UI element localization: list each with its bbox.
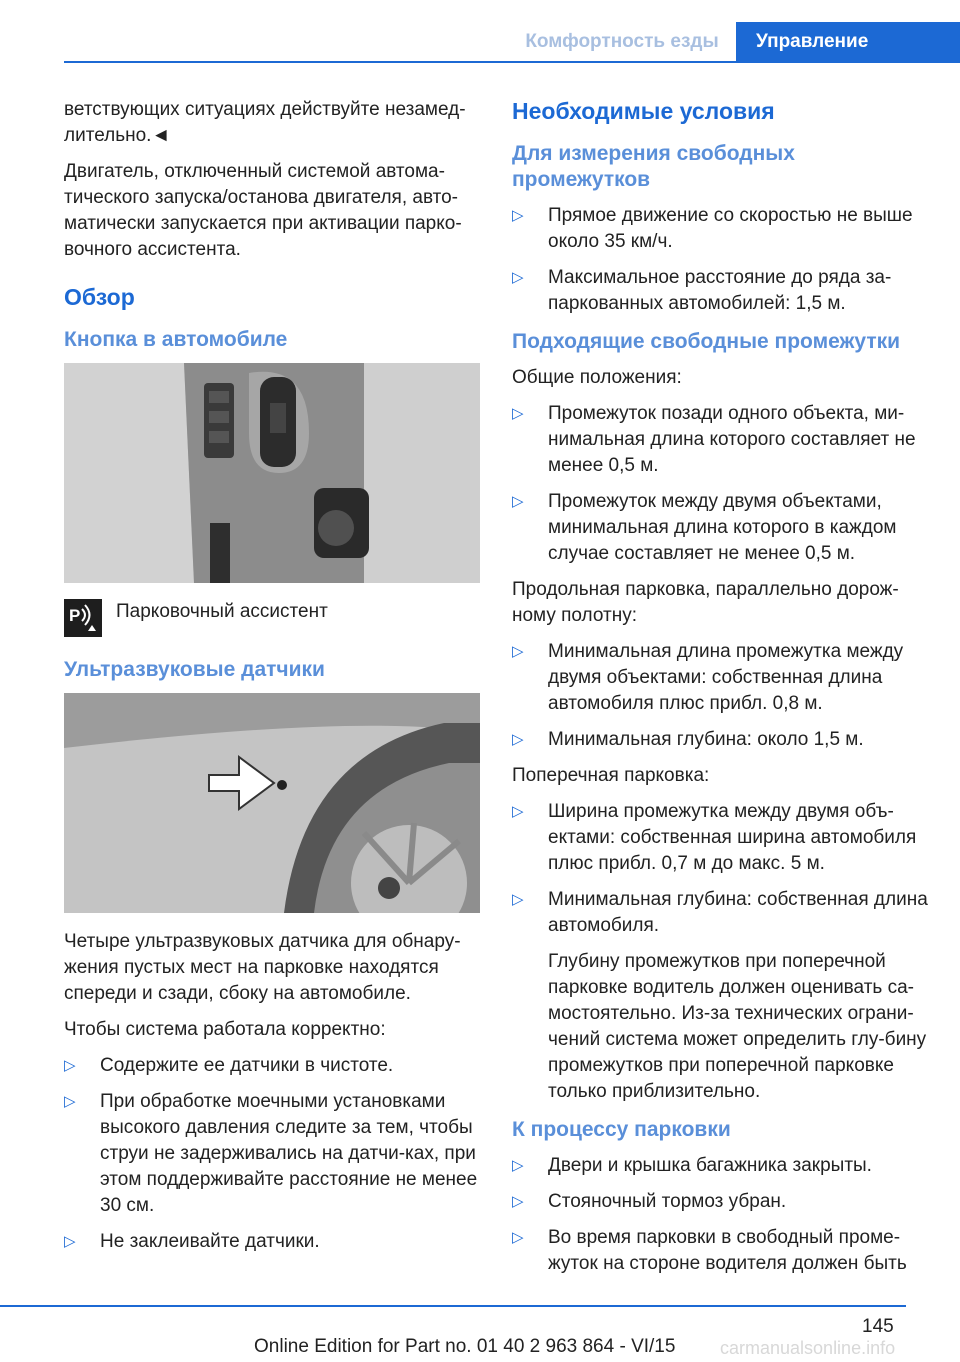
bullet-icon: ▷ (512, 1229, 524, 1246)
list-item: ▷ Минимальная глубина: собственная длина автомобиля. (512, 889, 928, 936)
list-item: ▷ Во время парковки в свободный проме-жуток на стороне водителя должен быть (512, 1227, 907, 1274)
bullet-icon: ▷ (512, 891, 524, 908)
list-item: ▷ Двери и крышка багажника закрыты. (512, 1153, 932, 1179)
bullet-icon: ▷ (512, 207, 524, 224)
heading-overview: Обзор (64, 284, 135, 310)
paragraph-correct-operation: Чтобы система работала корректно: (64, 1019, 386, 1040)
bullet-icon: ▷ (64, 1057, 76, 1074)
list-item: ▷ Содержите ее датчики в чистоте. (64, 1053, 480, 1079)
heading-button-in-car: Кнопка в автомобиле (64, 328, 288, 351)
footer-edition: Online Edition for Part no. 01 40 2 963 864 - VI/15 (254, 1336, 676, 1357)
page-header (0, 0, 960, 62)
paragraph-parallel-parking: Продольная парковка, параллельно дорож-ному полотну: (512, 579, 899, 626)
paragraph-general: Общие положения: (512, 367, 682, 388)
heading-suitable-gaps: Подходящие свободные промежутки (512, 330, 901, 353)
bullet-icon: ▷ (64, 1233, 76, 1250)
list-item: ▷ Ширина промежутка между двумя объ-ектами: собственная ширина автомобиля плюс прибл. 0,7 м до макс. 5 м. (512, 801, 917, 874)
parking-assistant-icon (64, 599, 102, 637)
list-item: ▷ Минимальная глубина: около 1,5 м. (512, 727, 932, 753)
heading-ultrasonic-sensors: Ультразвуковые датчики (64, 658, 325, 681)
list-cross-parking (512, 799, 932, 939)
heading-parking-process: К процессу парковки (512, 1118, 731, 1141)
bullet-icon: ▷ (512, 643, 524, 660)
bullet-icon: ▷ (512, 269, 524, 286)
list-measure-conditions (512, 203, 932, 317)
photo-sensor-location (64, 693, 480, 913)
bullet-icon: ▷ (512, 731, 524, 748)
left-column (64, 97, 480, 1265)
paragraph-engine-start: Двигатель, отключенный системой автома-тического запуска/останова двигателя, авто-матически запускается при активации парко-вочного ассистента. (64, 161, 462, 260)
list-sensor-care (64, 1053, 480, 1255)
photo-center-console (64, 363, 480, 583)
header-rule (64, 61, 960, 63)
paragraph-cross-depth-note: Глубину промежутков при поперечной парковке водитель должен оценивать са-мостоятельно. Из-за технических ограни-чений система может определить глу-бину промежутков при поперечной парковке только приблизительно. (548, 951, 927, 1102)
footer-rule (0, 1305, 906, 1307)
right-column (512, 97, 932, 1287)
bullet-icon: ▷ (512, 405, 524, 422)
list-item: ▷ При обработке моечными установками высокого давления следите за тем, чтобы струи не задерживались на датчи-ках, при этом поддерживайте расстояние не менее 30 см. (64, 1091, 478, 1216)
list-parking-process (512, 1153, 932, 1277)
header-chapter-tab[interactable]: Управление (736, 22, 960, 62)
heading-measure-gaps: Для измерения свободных промежутков (512, 142, 795, 191)
svg-text:P: P (69, 606, 81, 625)
caption-parking-assistant (64, 599, 480, 637)
header-section-tab[interactable]: Комфортность езды (525, 31, 719, 52)
list-item: ▷ Промежуток позади одного объекта, ми-нимальная длина которого составляет не менее 0,5 м. (512, 403, 916, 476)
list-item: ▷ Минимальная длина промежутка между двумя объектами: собственная длина автомобиля плюс прибл. 0,8 м. (512, 641, 904, 714)
bullet-icon: ▷ (64, 1093, 76, 1110)
caption-text: Парковочный ассистент (116, 601, 328, 622)
bullet-icon: ▷ (512, 493, 524, 510)
page-number: 145 (862, 1316, 894, 1337)
list-item: ▷ Прямое движение со скоростью не выше около 35 км/ч. (512, 205, 913, 252)
bullet-icon: ▷ (512, 1193, 524, 1210)
bullet-icon: ▷ (512, 1157, 524, 1174)
list-item: ▷ Промежуток между двумя объектами, минимальная длина которого в каждом случае составляет не менее 0,5 м. (512, 491, 897, 564)
list-parallel-parking (512, 639, 932, 753)
list-item: ▷ Не заклеивайте датчики. (64, 1229, 480, 1255)
heading-prerequisites: Необходимые условия (512, 98, 775, 124)
list-item: ▷ Стояночный тормоз убран. (512, 1189, 932, 1215)
footer-watermark: carmanualsonline.info (720, 1338, 896, 1358)
paragraph-continued: ветствующих ситуациях действуйте незамед-лительно.◄ (64, 99, 466, 146)
paragraph-cross-parking: Поперечная парковка: (512, 765, 710, 786)
paragraph-sensors: Четыре ультразвуковых датчика для обнару-жения пустых мест на парковке находятся спереди и сзади, сбоку на автомобиле. (64, 931, 461, 1004)
list-item: ▷ Максимальное расстояние до ряда за-паркованных автомобилей: 1,5 м. (512, 267, 892, 314)
list-general-gaps (512, 401, 932, 567)
bullet-icon: ▷ (512, 803, 524, 820)
